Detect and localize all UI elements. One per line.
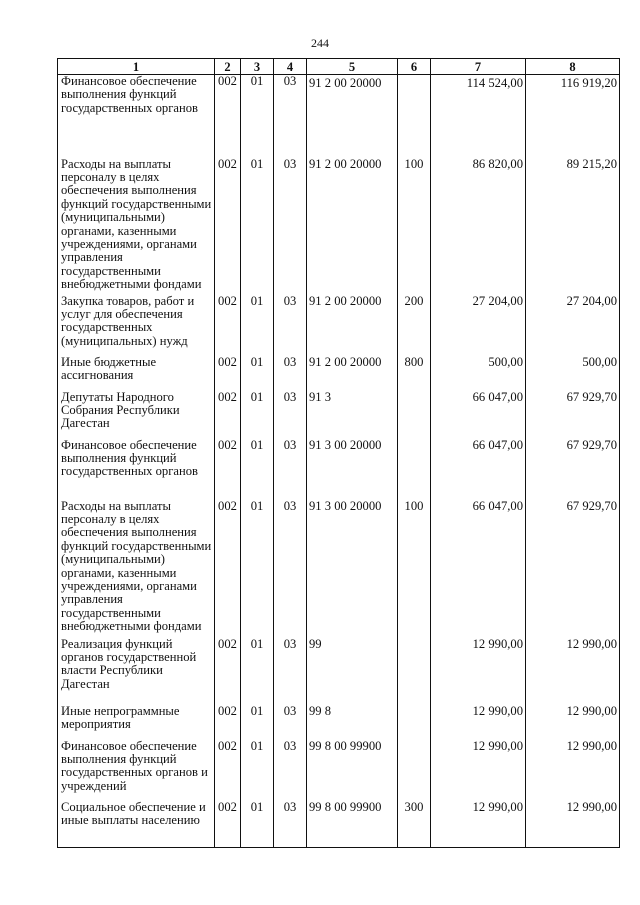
row-target-article: 99 — [307, 638, 398, 705]
budget-table — [57, 58, 620, 848]
row-amount-year2: 12 990,00 — [526, 801, 620, 848]
row-subsection: 03 — [274, 75, 307, 158]
row-amount-year2: 67 929,70 — [526, 500, 620, 638]
row-name: Расходы на выплаты персоналу в целях обеспечения выполнения функций государственными (муниципальными) органами, казенными учреждениями, органами управления государственными внебюджетными фондами — [58, 158, 215, 295]
row-target-article: 99 8 — [307, 705, 398, 740]
table-row — [58, 295, 620, 356]
row-subsection: 03 — [274, 740, 307, 801]
row-target-article: 99 8 00 99900 — [307, 740, 398, 801]
row-section: 01 — [241, 439, 274, 500]
row-expense-type — [398, 391, 431, 439]
row-admin-code: 002 — [215, 158, 241, 295]
table-row — [58, 391, 620, 439]
row-amount-year1: 12 990,00 — [431, 705, 526, 740]
row-expense-type: 100 — [398, 500, 431, 638]
table-header-row — [58, 59, 620, 75]
row-subsection: 03 — [274, 158, 307, 295]
row-target-article: 91 3 — [307, 391, 398, 439]
row-expense-type — [398, 75, 431, 158]
row-admin-code: 002 — [215, 638, 241, 705]
row-section: 01 — [241, 295, 274, 356]
table-row — [58, 356, 620, 391]
row-amount-year2: 12 990,00 — [526, 638, 620, 705]
table-row — [58, 801, 620, 848]
row-name: Закупка товаров, работ и услуг для обеспечения государственных (муниципальных) нужд — [58, 295, 215, 356]
row-expense-type: 800 — [398, 356, 431, 391]
row-amount-year1: 500,00 — [431, 356, 526, 391]
row-admin-code: 002 — [215, 391, 241, 439]
row-section: 01 — [241, 75, 274, 158]
row-admin-code: 002 — [215, 295, 241, 356]
row-amount-year2: 12 990,00 — [526, 705, 620, 740]
row-admin-code: 002 — [215, 500, 241, 638]
row-expense-type — [398, 740, 431, 801]
column-header: 5 — [307, 59, 398, 75]
row-amount-year1: 12 990,00 — [431, 740, 526, 801]
row-section: 01 — [241, 500, 274, 638]
row-name: Расходы на выплаты персоналу в целях обеспечения выполнения функций государственными (муниципальными) органами, казенными учреждениями, органами управления государственными внебюджетными фондами — [58, 500, 215, 638]
table-row — [58, 75, 620, 158]
row-amount-year1: 66 047,00 — [431, 439, 526, 500]
column-header: 3 — [241, 59, 274, 75]
table-row — [58, 705, 620, 740]
table-row — [58, 638, 620, 705]
row-expense-type: 200 — [398, 295, 431, 356]
row-subsection: 03 — [274, 391, 307, 439]
row-expense-type: 100 — [398, 158, 431, 295]
row-section: 01 — [241, 391, 274, 439]
row-section: 01 — [241, 740, 274, 801]
row-target-article: 91 2 00 20000 — [307, 295, 398, 356]
row-subsection: 03 — [274, 356, 307, 391]
row-amount-year1: 114 524,00 — [431, 75, 526, 158]
row-target-article: 91 2 00 20000 — [307, 158, 398, 295]
row-subsection: 03 — [274, 801, 307, 848]
column-header: 2 — [215, 59, 241, 75]
row-admin-code: 002 — [215, 439, 241, 500]
row-name: Реализация функций органов государственной власти Республики Дагестан — [58, 638, 215, 705]
row-amount-year1: 66 047,00 — [431, 391, 526, 439]
row-section: 01 — [241, 638, 274, 705]
row-expense-type — [398, 638, 431, 705]
row-name: Социальное обеспечение и иные выплаты населению — [58, 801, 215, 848]
row-expense-type — [398, 705, 431, 740]
row-admin-code: 002 — [215, 356, 241, 391]
row-name: Финансовое обеспечение выполнения функций государственных органов — [58, 75, 215, 158]
column-header: 7 — [431, 59, 526, 75]
row-target-article: 91 3 00 20000 — [307, 500, 398, 638]
row-amount-year1: 86 820,00 — [431, 158, 526, 295]
row-amount-year2: 67 929,70 — [526, 391, 620, 439]
column-header: 8 — [526, 59, 620, 75]
row-amount-year2: 89 215,20 — [526, 158, 620, 295]
row-name: Финансовое обеспечение выполнения функций государственных органов — [58, 439, 215, 500]
row-subsection: 03 — [274, 295, 307, 356]
table-row — [58, 439, 620, 500]
row-amount-year2: 27 204,00 — [526, 295, 620, 356]
row-target-article: 91 2 00 20000 — [307, 356, 398, 391]
row-amount-year1: 12 990,00 — [431, 638, 526, 705]
table-body — [58, 75, 620, 848]
row-section: 01 — [241, 356, 274, 391]
row-subsection: 03 — [274, 439, 307, 500]
column-header: 6 — [398, 59, 431, 75]
row-section: 01 — [241, 158, 274, 295]
row-name: Иные непрограммные мероприятия — [58, 705, 215, 740]
row-amount-year1: 27 204,00 — [431, 295, 526, 356]
row-subsection: 03 — [274, 705, 307, 740]
row-name: Финансовое обеспечение выполнения функций государственных органов и учреждений — [58, 740, 215, 801]
row-name: Депутаты Народного Собрания Республики Дагестан — [58, 391, 215, 439]
row-name: Иные бюджетные ассигнования — [58, 356, 215, 391]
row-expense-type — [398, 439, 431, 500]
row-admin-code: 002 — [215, 740, 241, 801]
row-section: 01 — [241, 705, 274, 740]
row-admin-code: 002 — [215, 705, 241, 740]
row-admin-code: 002 — [215, 801, 241, 848]
table-row — [58, 158, 620, 295]
page-number: 244 — [311, 36, 329, 50]
row-amount-year1: 66 047,00 — [431, 500, 526, 638]
row-amount-year2: 500,00 — [526, 356, 620, 391]
row-target-article: 99 8 00 99900 — [307, 801, 398, 848]
row-amount-year2: 67 929,70 — [526, 439, 620, 500]
row-target-article: 91 2 00 20000 — [307, 75, 398, 158]
column-header: 4 — [274, 59, 307, 75]
row-amount-year2: 12 990,00 — [526, 740, 620, 801]
row-subsection: 03 — [274, 638, 307, 705]
row-target-article: 91 3 00 20000 — [307, 439, 398, 500]
column-header: 1 — [58, 59, 215, 75]
row-expense-type: 300 — [398, 801, 431, 848]
row-section: 01 — [241, 801, 274, 848]
table-row — [58, 500, 620, 638]
row-amount-year1: 12 990,00 — [431, 801, 526, 848]
table-row — [58, 740, 620, 801]
row-amount-year2: 116 919,20 — [526, 75, 620, 158]
row-subsection: 03 — [274, 500, 307, 638]
row-admin-code: 002 — [215, 75, 241, 158]
